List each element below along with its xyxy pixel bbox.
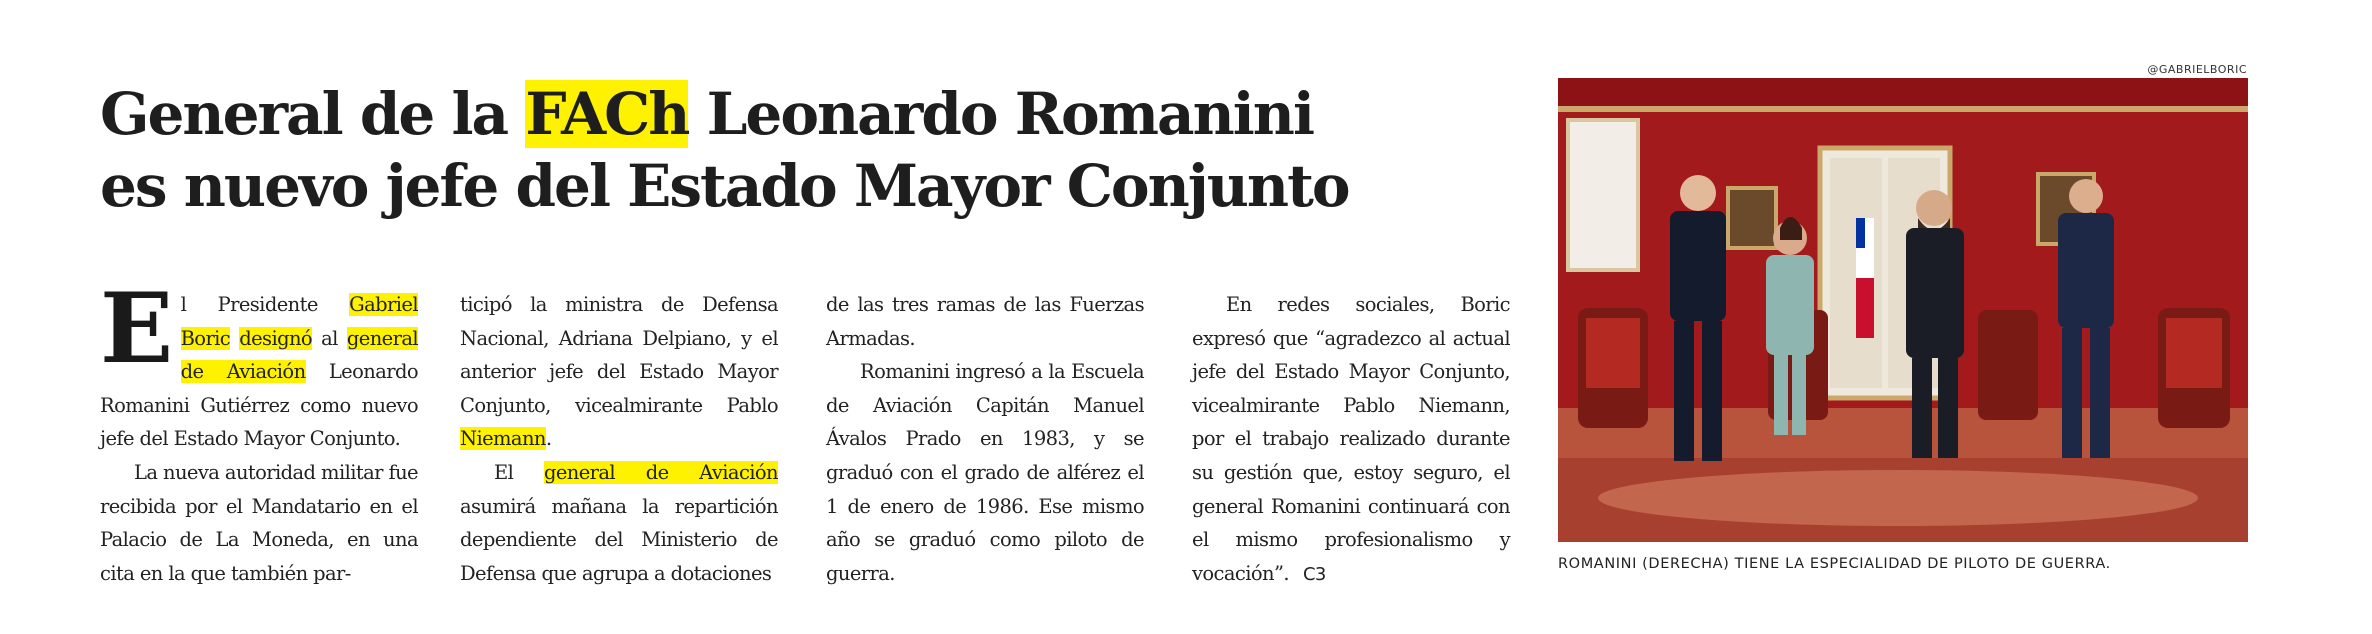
photo-illustration [1558,78,2248,542]
paragraph [460,456,778,590]
text: El [494,460,544,484]
text: al [312,326,347,350]
paragraph [460,288,778,456]
photo-caption: ROMANINI (DERECHA) TIENE LA ESPECIALIDAD DE PILOTO DE GUERRA. [1558,556,2111,572]
highlight: Niemann [460,427,546,451]
text: ticipó la ministra de Defensa Nacional, Adriana Delpiano, y el anterior jefe del Estado Mayor Conjunto, vicealmirante Pablo [460,293,778,417]
end-mark: C3 [1302,563,1326,585]
headline-part: Leonardo Romanini [688,80,1313,148]
highlight: general de Aviación [543,460,779,484]
headline-line-2: es nuevo jefe del Estado Mayor Conjunto [100,152,1349,220]
headline-highlight: FACh [525,80,689,148]
paragraph: La nueva autoridad militar fue recibida por el Mandatario en el Palacio de La Moneda, en una cita en la que también par- [100,460,418,585]
photo-credit: @GABRIELBORIC [2147,63,2247,76]
article-column-2 [460,288,778,590]
paragraph: de las tres ramas de las Fuerzas Armadas. [826,293,1144,350]
paragraph [1192,288,1510,591]
article-column-3 [826,288,1144,590]
photo [1558,78,2248,542]
text: Leonardo Romanini Gutiérrez como nuevo jefe del Estado Mayor Conjunto. [100,360,418,451]
paragraph: Romanini ingresó a la Escuela de Aviación Capitán Manuel Ávalos Prado en 1983, y se graduó con el grado de alférez el 1 de enero de 1986. Ese mismo año se graduó como piloto de guerra. [826,360,1144,585]
headline [100,78,1520,222]
article-column-1 [100,272,418,590]
paragraph [100,272,418,456]
highlight: general de Aviación [180,326,418,384]
drop-cap: E [100,272,173,385]
highlight: Gabriel Boric [180,293,418,350]
text: . [545,427,552,451]
text: En redes sociales, Boric expresó que “agradezco al actual jefe del Estado Mayor Conjunto, vicealmirante Pablo Niemann, por el trabajo realizado durante su gestión que, estoy seguro, el general Romanini continuará con el mismo profesionalismo y vocación”. [1192,293,1510,585]
text: l Presidente [180,293,350,316]
text: asumirá mañana la repartición dependiente del Ministerio de Defensa que agrupa a dotaciones [460,494,778,585]
article-column-4 [1192,288,1510,591]
highlight: designó [239,326,313,350]
headline-part: General de la [100,80,526,148]
